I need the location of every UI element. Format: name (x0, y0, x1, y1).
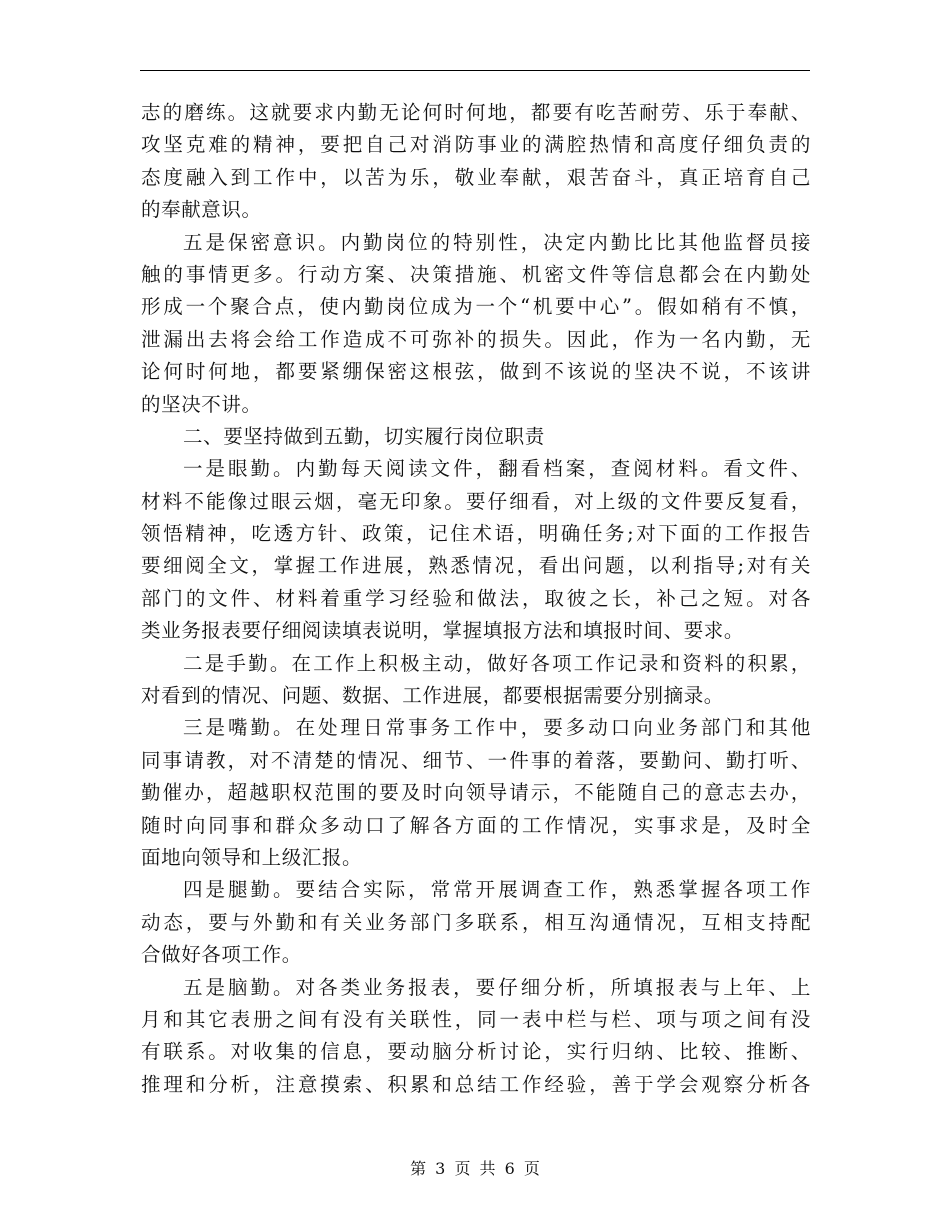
text-line: 材料不能像过眼云烟，毫无印象。要仔细看，对上级的文件要反复看， (141, 489, 811, 513)
document-body (141, 97, 811, 1101)
paragraph-first-line: 三是嘴勤。在处理日常事务工作中，要多动口向业务部门和其他 (183, 716, 811, 740)
section-heading: 二、要坚持做到五勤，切实履行岗位职责 (183, 424, 545, 448)
text-line: 合做好各项工作。 (141, 943, 302, 967)
text-line: 对看到的情况、问题、数据、工作进展，都要根据需要分别摘录。 (141, 684, 724, 708)
paragraph-first-line: 五是保密意识。内勤岗位的特别性，决定内勤比比其他监督员接 (183, 230, 811, 254)
text-line: 触的事情更多。行动方案、决策措施、机密文件等信息都会在内勤处 (141, 262, 811, 286)
text-line: 泄漏出去将会给工作造成不可弥补的损失。因此，作为一名内勤，无 (141, 327, 811, 351)
text-line: 动态，要与外勤和有关业务部门多联系，相互沟通情况，互相支持配 (141, 910, 811, 934)
paragraph-first-line: 二是手勤。在工作上积极主动，做好各项工作记录和资料的积累， (183, 651, 811, 675)
text-line: 同事请教，对不清楚的情况、细节、一件事的着落，要勤问、勤打听、 (141, 748, 811, 772)
text-line: 推理和分析，注意摸索、积累和总结工作经验，善于学会观察分析各 (141, 1072, 811, 1096)
text-line: 志的磨练。这就要求内勤无论何时何地，都要有吃苦耐劳、乐于奉献、 (141, 101, 811, 124)
paragraph-first-line: 五是脑勤。对各类业务报表，要仔细分析，所填报表与上年、上 (183, 975, 811, 999)
text-line: 有联系。对收集的信息，要动脑分析讨论，实行归纳、比较、推断、 (141, 1040, 811, 1064)
text-line: 勤催办，超越职权范围的要及时向领导请示，不能随自己的意志去办， (141, 781, 811, 805)
text-line: 态度融入到工作中，以苦为乐，敬业奉献，艰苦奋斗，真正培育自己 (141, 165, 811, 189)
text-line: 月和其它表册之间有没有关联性，同一表中栏与栏、项与项之间有没 (141, 1007, 811, 1031)
text-line: 部门的文件、材料着重学习经验和做法，取彼之长，补己之短。对各 (141, 586, 811, 610)
text-line: 随时向同事和群众多动口了解各方面的工作情况，实事求是，及时全 (141, 813, 811, 837)
text-line: 面地向领导和上级汇报。 (141, 845, 363, 869)
page-number: 第 3 页 共 6 页 (410, 1159, 540, 1178)
header-rule (140, 70, 810, 71)
text-line: 领悟精神，吃透方针、政策，记住术语，明确任务;对下面的工作报告 (141, 522, 811, 546)
text-line: 论何时何地，都要紧绷保密这根弦，做到不该说的坚决不说，不该讲 (141, 360, 811, 384)
paragraph-first-line: 四是腿勤。要结合实际，常常开展调查工作，熟悉掌握各项工作 (183, 878, 811, 902)
text-line: 要细阅全文，掌握工作进展，熟悉情况，看出问题，以利指导;对有关 (141, 554, 811, 578)
text-line: 形成一个聚合点，使内勤岗位成为一个“机要中心”。假如稍有不慎， (141, 295, 811, 319)
text-line: 类业务报表要仔细阅读填表说明，掌握填报方法和填报时间、要求。 (141, 619, 745, 643)
text-line: 攻坚克难的精神，要把自己对消防事业的满腔热情和高度仔细负责的 (141, 133, 811, 157)
paragraph-first-line: 一是眼勤。内勤每天阅读文件，翻看档案，查阅材料。看文件、 (183, 457, 811, 481)
text-line: 的坚决不讲。 (141, 392, 262, 416)
text-line: 的奉献意识。 (141, 198, 262, 222)
